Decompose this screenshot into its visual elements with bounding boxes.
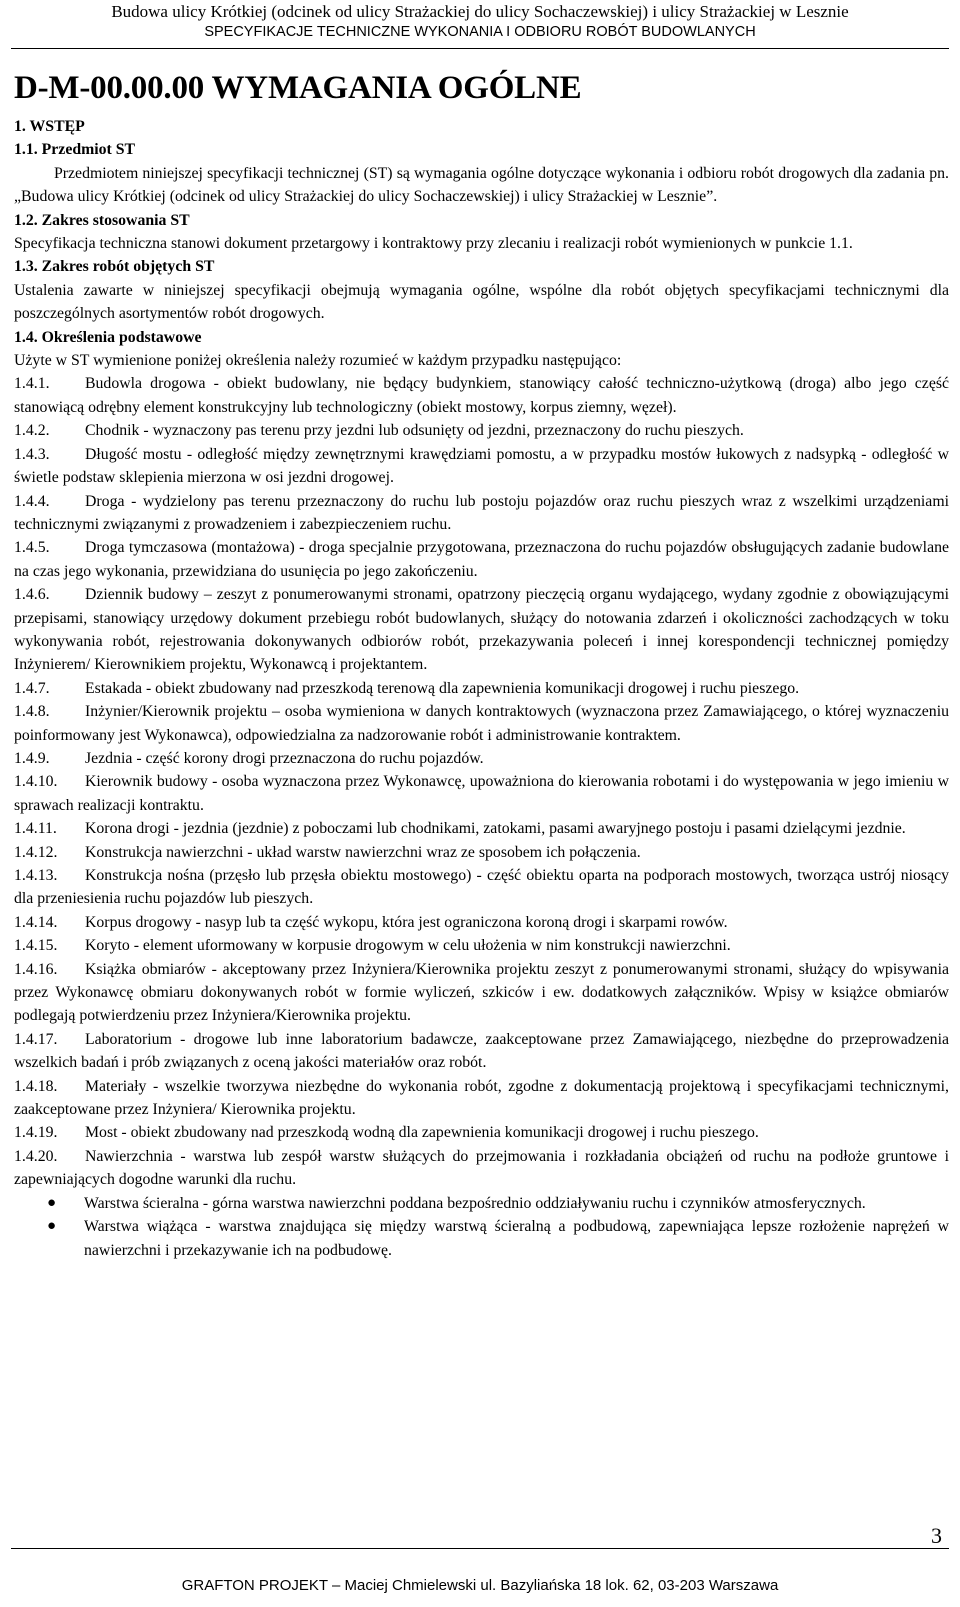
- definition-item: [14, 419, 949, 442]
- footer-divider: [11, 1548, 949, 1549]
- definition-item: [14, 536, 949, 583]
- definition-item: [14, 1028, 949, 1075]
- definition-text: Książka obmiarów - akceptowany przez Inżyniera/Kierownika projektu zeszyt z ponumerowanymi stronami, służący do wpisywania przez Wykonawcę obmiaru dokonywanych robót w formie wyliczeń, szkiców i ew. dodatkowych załączników. Wpisy w książce obmiarów podlegają potwierdzeniu przez Inżyniera/Kierownika projektu.: [14, 960, 949, 1025]
- definition-item: [14, 747, 949, 770]
- document-body: [14, 68, 949, 1262]
- definition-item: [14, 700, 949, 747]
- definition-number: 1.4.1.: [14, 375, 50, 393]
- section-1-1-text: Przedmiotem niniejszej specyfikacji technicznej (ST) są wymagania ogólne dotyczące wykonania i odbioru robót drogowych dla zadania pn. „Budowa ulicy Krótkiej (odcinek od ulicy Strażackiej do ulicy Sochaczewskiej) i ulicy Strażackiej w Lesznie”.: [14, 164, 949, 206]
- page-number: 3: [931, 1523, 942, 1548]
- definition-text: Długość mostu - odległość między zewnętrznymi krawędziami pomostu, a w przypadku mostów łukowych z nadsypką - odległość w świetle podstaw sklepienia mierzona w osi jezdni drogowej.: [14, 445, 949, 487]
- definition-item: [14, 770, 949, 817]
- definition-number: 1.4.8.: [14, 703, 50, 721]
- definition-item: [14, 372, 949, 419]
- definition-item: [14, 934, 949, 957]
- definition-number: 1.4.9.: [14, 749, 50, 767]
- definition-item: [14, 583, 949, 677]
- definition-number: 1.4.13.: [14, 867, 58, 884]
- definition-text: Inżynier/Kierownik projektu – osoba wymieniona w danych kontraktowych (wyznaczona przez Zamawiającego, o której wyznaczeniu poinformowany jest Wykonawca), odpowiedzialna za nadzorowanie robót i administrowanie kontraktem.: [14, 703, 949, 744]
- definition-item: [14, 1145, 949, 1192]
- definition-text: Estakada - obiekt zbudowany nad przeszkodą terenową dla zapewnienia komunikacji drogowej i ruchu pieszego.: [85, 679, 800, 697]
- bullet-text: Warstwa ścieralna - górna warstwa nawierzchni poddana bezpośrednio oddziaływaniu ruchu i czynników atmosferycznych.: [84, 1194, 866, 1212]
- page-title: D-M-00.00.00 WYMAGANIA OGÓLNE: [14, 70, 582, 106]
- bullet-text: Warstwa wiążąca - warstwa znajdująca się między warstwą ścieralną a podbudową, zapewniająca lepsze rozłożenie naprężeń w nawierzchni i przekazywanie ich na podbudowę.: [84, 1218, 949, 1259]
- definition-number: 1.4.3.: [14, 445, 50, 463]
- definition-number: 1.4.6.: [14, 586, 50, 604]
- definition-number: 1.4.14.: [14, 913, 58, 931]
- footer-company: GRAFTON PROJEKT – Maciej Chmielewski ul. Bazyliańska 18 lok. 62, 03-203 Warszawa: [181, 1577, 779, 1594]
- definition-number: 1.4.7.: [14, 679, 50, 697]
- definition-number: 1.4.10.: [14, 773, 58, 791]
- definition-text: Materiały - wszelkie tworzywa niezbędne do wykonania robót, zgodne z dokumentacją projektową i specyfikacjami technicznymi, zaakceptowane przez Inżyniera/ Kierownika projektu.: [14, 1077, 949, 1119]
- surface-layers-list: [14, 1192, 949, 1262]
- bullet-item: [47, 1215, 949, 1262]
- section-heading-1-3: 1.3. Zakres robót objętych ST: [14, 258, 215, 276]
- definition-number: 1.4.19.: [14, 1124, 58, 1142]
- definition-text: Koryto - element uformowany w korpusie drogowym w celu ułożenia w nim konstrukcji nawierzchni.: [85, 937, 731, 955]
- definition-text: Konstrukcja nośna (przęsło lub przęsła obiektu mostowego) - część obiektu oparta na podporach mostowych, tworząca ustrój niosący dla przeniesienia ruchu pojazdów lub pieszych.: [14, 867, 949, 908]
- definition-item: [14, 841, 949, 864]
- definition-number: 1.4.5.: [14, 539, 50, 557]
- definition-text: Korpus drogowy - nasyp lub ta część wykopu, która jest ograniczona koroną drogi i skarpami rowów.: [85, 913, 728, 931]
- definition-text: Dziennik budowy – zeszyt z ponumerowanymi stronami, opatrzony pieczęcią organu wydającego, wydany zgodnie z obowiązującymi przepisami, stanowiący urzędowy dokument przebiegu robót budowlanych, służący do notowania zdarzeń i okoliczności zachodzących w toku wykonywania robót, rejestrowania dokonywanych odbiorów robót, przekazywania poleceń i innej korespondencji technicznej pomiędzy Inżynierem/ Kierownikiem projektu, Wykonawcą i projektantem.: [14, 586, 949, 674]
- header-project-title: Budowa ulicy Krótkiej (odcinek od ulicy Strażackiej do ulicy Sochaczewskiej) i ulicy Strażackiej w Lesznie: [111, 2, 849, 21]
- definitions-list: [14, 372, 949, 1191]
- definition-text: Laboratorium - drogowe lub inne laboratorium badawcze, zaakceptowane przez Zamawiającego, niezbędne do przeprowadzenia wszelkich badań i prób związanych z oceną jakości materiałów oraz robót.: [14, 1030, 949, 1072]
- definition-number: 1.4.20.: [14, 1147, 58, 1165]
- definition-text: Droga tymczasowa (montażowa) - droga specjalnie przygotowana, przeznaczona do ruchu pojazdów obsługujących zadanie budowlane na czas jego wykonania, przewidziana do usunięcia po jego zakończeniu.: [14, 539, 949, 580]
- definition-text: Konstrukcja nawierzchni - układ warstw nawierzchni wraz ze sposobem ich połączenia.: [85, 843, 641, 861]
- definition-number: 1.4.11.: [14, 820, 57, 838]
- definition-text: Jezdnia - część korony drogi przeznaczona do ruchu pojazdów.: [85, 749, 484, 767]
- definition-text: Droga - wydzielony pas terenu przeznaczony do ruchu lub postoju pojazdów oraz ruchu pieszych wraz z wszelkimi urządzeniami technicznymi związanymi z prowadzeniem i zabezpieczeniem ruchu.: [14, 492, 949, 533]
- definition-number: 1.4.17.: [14, 1030, 58, 1048]
- definition-text: Nawierzchnia - warstwa lub zespół warstw służących do przejmowania i rozkładania obciążeń od ruchu na podłoże gruntowe i zapewniających dogodne warunki dla ruchu.: [14, 1147, 949, 1189]
- definition-text: Budowla drogowa - obiekt budowlany, nie będący budynkiem, stanowiący całość techniczno-użytkową (droga) albo jego część stanowiącą odrębny element konstrukcyjny lub technologiczny (obiekt mostowy, korpus ziemny, węzeł).: [14, 375, 949, 416]
- section-heading-1-1: 1.1. Przedmiot ST: [14, 141, 136, 159]
- definition-item: [14, 677, 949, 700]
- definition-item: [14, 1075, 949, 1122]
- header-spec-title: SPECYFIKACJE TECHNICZNE WYKONANIA I ODBIORU ROBÓT BUDOWLANYCH: [204, 24, 756, 40]
- definition-item: [14, 490, 949, 537]
- definition-item: [14, 1121, 949, 1144]
- bullet-item: [47, 1192, 949, 1215]
- definition-number: 1.4.16.: [14, 960, 58, 978]
- bullet-dot-icon: ●: [47, 1218, 57, 1235]
- definition-text: Korona drogi - jezdnia (jezdnie) z poboczami lub chodnikami, zatokami, pasami awaryjnego postoju i pasami dzielącymi jezdnie.: [85, 820, 906, 838]
- section-heading-1: 1. WSTĘP: [14, 118, 85, 135]
- section-heading-1-2: 1.2. Zakres stosowania ST: [14, 211, 190, 229]
- definition-item: [14, 443, 949, 490]
- definition-item: [14, 864, 949, 911]
- section-1-2-text: Specyfikacja techniczna stanowi dokument przetargowy i kontraktowy przy zlecaniu i realizacji robót wymienionych w punkcie 1.1.: [14, 235, 853, 253]
- bullet-dot-icon: ●: [47, 1194, 57, 1211]
- definition-text: Kierownik budowy - osoba wyznaczona przez Wykonawcę, upoważniona do kierowania robotami i do występowania w jego imieniu w sprawach realizacji kontraktu.: [14, 773, 949, 814]
- section-1-3-text: Ustalenia zawarte w niniejszej specyfikacji obejmują wymagania ogólne, wspólne dla robót objętych specyfikacjami technicznymi dla poszczególnych asortymentów robót drogowych.: [14, 281, 949, 323]
- definition-item: [14, 958, 949, 1028]
- definition-item: [14, 817, 949, 840]
- definition-number: 1.4.4.: [14, 492, 50, 510]
- definition-number: 1.4.18.: [14, 1077, 58, 1095]
- definition-number: 1.4.15.: [14, 937, 58, 955]
- definition-text: Chodnik - wyznaczony pas terenu przy jezdni lub odsunięty od jezdni, przeznaczony do ruchu pieszych.: [85, 422, 744, 440]
- definition-number: 1.4.2.: [14, 422, 50, 440]
- header-divider: [11, 48, 949, 49]
- definition-item: [14, 911, 949, 934]
- section-heading-1-4: 1.4. Określenia podstawowe: [14, 328, 202, 346]
- definition-text: Most - obiekt zbudowany nad przeszkodą wodną dla zapewnienia komunikacji drogowej i ruchu pieszego.: [85, 1124, 759, 1142]
- definition-number: 1.4.12.: [14, 843, 58, 861]
- section-1-4-text: Użyte w ST wymienione poniżej określenia należy rozumieć w każdym przypadku następująco:: [14, 352, 622, 370]
